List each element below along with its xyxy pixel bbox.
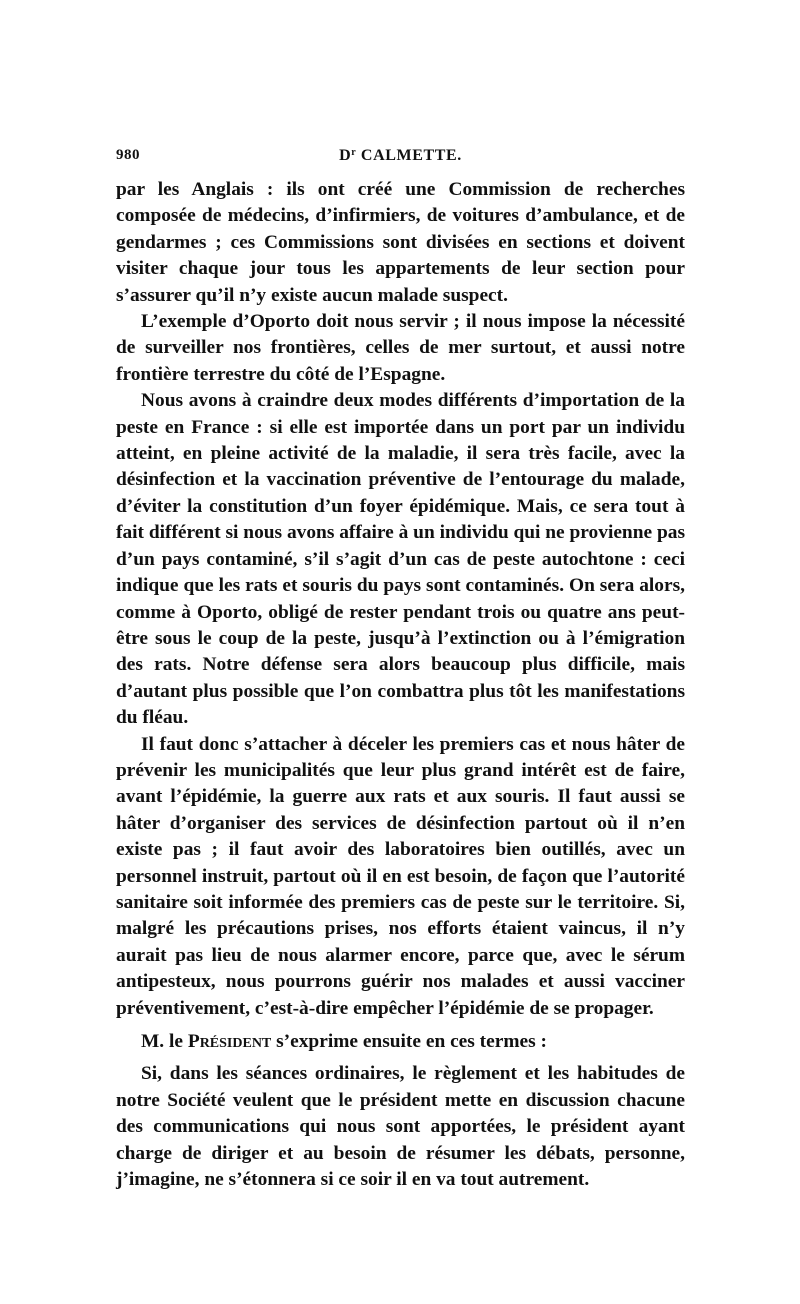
paragraph-importation: Nous avons à craindre deux modes différents d’importation de la peste en France : si elle est importée dans un port par un individu atteint, en pleine activité de la maladie, il sera très facile, avec la désinfection et la vaccination préventive de l’entourage du malade, d’éviter la constitution d’un foyer épidémique. Mais, ce sera tout à fait différent si nous avons affaire à un individu qui ne provienne pas d’un pays contaminé, s’il s’agit d’un cas de peste autochtone : ceci indique que les rats et souris du pays sont contaminés. On sera alors, comme à Oporto, obligé de rester pendant trois ou quatre ans peut-être sous le coup de la peste, jusqu’à l’extinction ou à l’émigration des rats. Notre défense sera alors beaucoup plus difficile, mais d’autant plus possible que l’on combattra plus tôt les manifestations du fléau.: [116, 390, 685, 729]
speaker-line: [116, 1029, 685, 1055]
page-header: [116, 143, 685, 169]
speaker-prefix: M. le: [141, 1031, 188, 1052]
paragraph-oporto: L’exemple d’Oporto doit nous servir ; il nous impose la nécessité de surveiller nos frontières, celles de mer surtout, et aussi notre frontière terrestre du côté de l’Espagne.: [116, 311, 685, 385]
paragraph-continued: par les Anglais : ils ont créé une Commission de recherches composée de médecins, d’infirmiers, de voitures d’ambulance, et de gendarmes ; ces Commissions sont divisées en sections et doivent visiter chaque jour tous les appartements de leur section pour s’assurer qu’il n’y existe aucun malade suspect.: [116, 179, 685, 306]
running-head: [116, 147, 685, 165]
speaker-title: Président: [187, 1031, 272, 1052]
author-name: CALMETTE.: [356, 147, 462, 164]
paragraph-president: Si, dans les séances ordinaires, le règlement et les habitudes de notre Société veulent que le président mette en discussion chacune des communications qui nous sont apportées, le président ayant charge de diriger et au besoin de résumer les débats, personne, j’imagine, ne s’étonnera si ce soir il en va tout autrement.: [116, 1063, 685, 1191]
page-number: 980: [116, 147, 140, 163]
author-superscript: r: [351, 147, 357, 158]
document-page: [116, 143, 685, 1193]
author-prefix: D: [339, 147, 352, 164]
speaker-rest: s’exprime ensuite en ces termes :: [271, 1031, 547, 1052]
paragraph-measures: Il faut donc s’attacher à déceler les premiers cas et nous hâter de prévenir les municipalités que leur plus grand intérêt est de faire, avant l’épidémie, la guerre aux rats et aux souris. Il faut aussi se hâter d’organiser des services de désinfection partout où il n’en existe pas ; il faut avoir des laboratoires bien outillés, avec un personnel instruit, partout où il en est besoin, de façon que l’autorité sanitaire soit informée des premiers cas de peste sur le territoire. Si, malgré les précautions prises, nos efforts étaient vaincus, il n’y aurait pas lieu de nous alarmer encore, parce que, avec le sérum antipesteux, nous pourrons guérir nos malades et aussi vacciner préventivement, c’est-à-dire empêcher l’épidémie de se propager.: [116, 733, 685, 1019]
